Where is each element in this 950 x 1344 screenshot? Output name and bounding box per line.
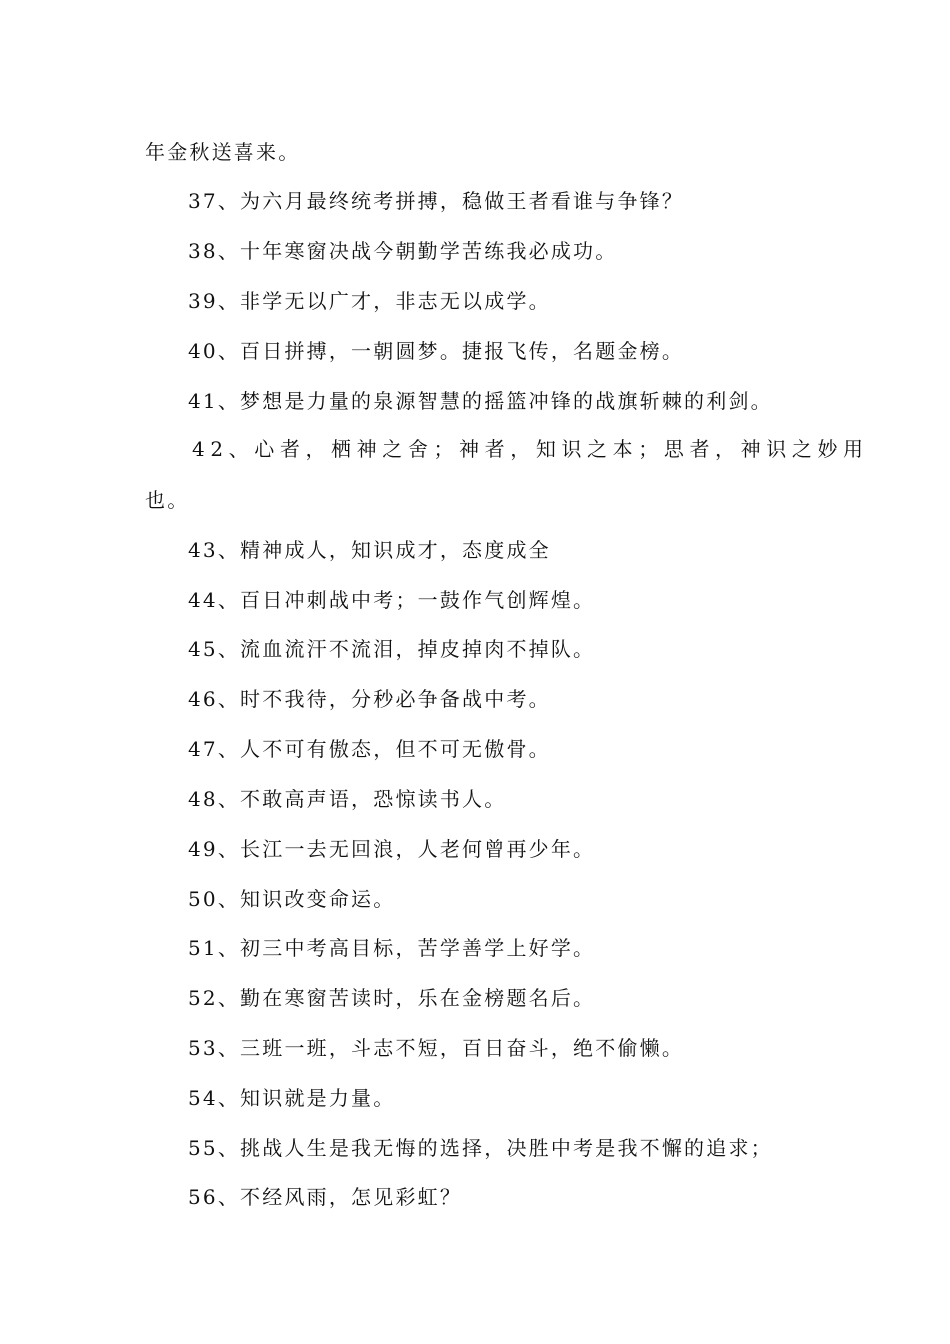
list-item: 46、时不我待，分秒必争备战中考。 [188, 687, 551, 711]
list-item: 40、百日拼搏，一朝圆梦。捷报飞传，名题金榜。 [188, 339, 685, 363]
list-item: 56、不经风雨，怎见彩虹？ [188, 1185, 463, 1209]
list-item: 47、人不可有傲态，但不可无傲骨。 [188, 737, 551, 761]
list-item: 41、梦想是力量的泉源智慧的摇篮冲锋的战旗斩棘的利剑。 [188, 389, 773, 413]
list-item: 53、三班一班，斗志不短，百日奋斗，绝不偷懒。 [188, 1036, 685, 1060]
list-item: 44、百日冲刺战中考；一鼓作气创辉煌。 [188, 588, 596, 612]
list-item: 43、精神成人，知识成才，态度成全 [188, 538, 551, 562]
list-item: 37、为六月最终统考拼搏，稳做王者看谁与争锋？ [188, 189, 685, 213]
list-item: 52、勤在寒窗苦读时，乐在金榜题名后。 [188, 986, 596, 1010]
list-item: 45、流血流汗不流泪，掉皮掉肉不掉队。 [188, 637, 596, 661]
continuation-line: 年金秋送喜来。 [145, 140, 301, 164]
list-item: 50、知识改变命运。 [188, 887, 396, 911]
list-item: 48、不敢高声语，恐惊读书人。 [188, 787, 507, 811]
list-item: 38、十年寒窗决战今朝勤学苦练我必成功。 [188, 239, 618, 263]
list-item: 49、长江一去无回浪，人老何曾再少年。 [188, 837, 596, 861]
list-item: 51、初三中考高目标，苦学善学上好学。 [188, 936, 596, 960]
list-item-continuation: 也。 [145, 488, 190, 512]
list-item: 55、挑战人生是我无悔的选择，决胜中考是我不懈的追求； [188, 1136, 773, 1160]
list-item: 54、知识就是力量。 [188, 1086, 396, 1110]
list-item: 42、心者，栖神之舍；神者，知识之本；思者，神识之妙用 [192, 437, 869, 461]
list-item: 39、非学无以广才，非志无以成学。 [188, 289, 551, 313]
